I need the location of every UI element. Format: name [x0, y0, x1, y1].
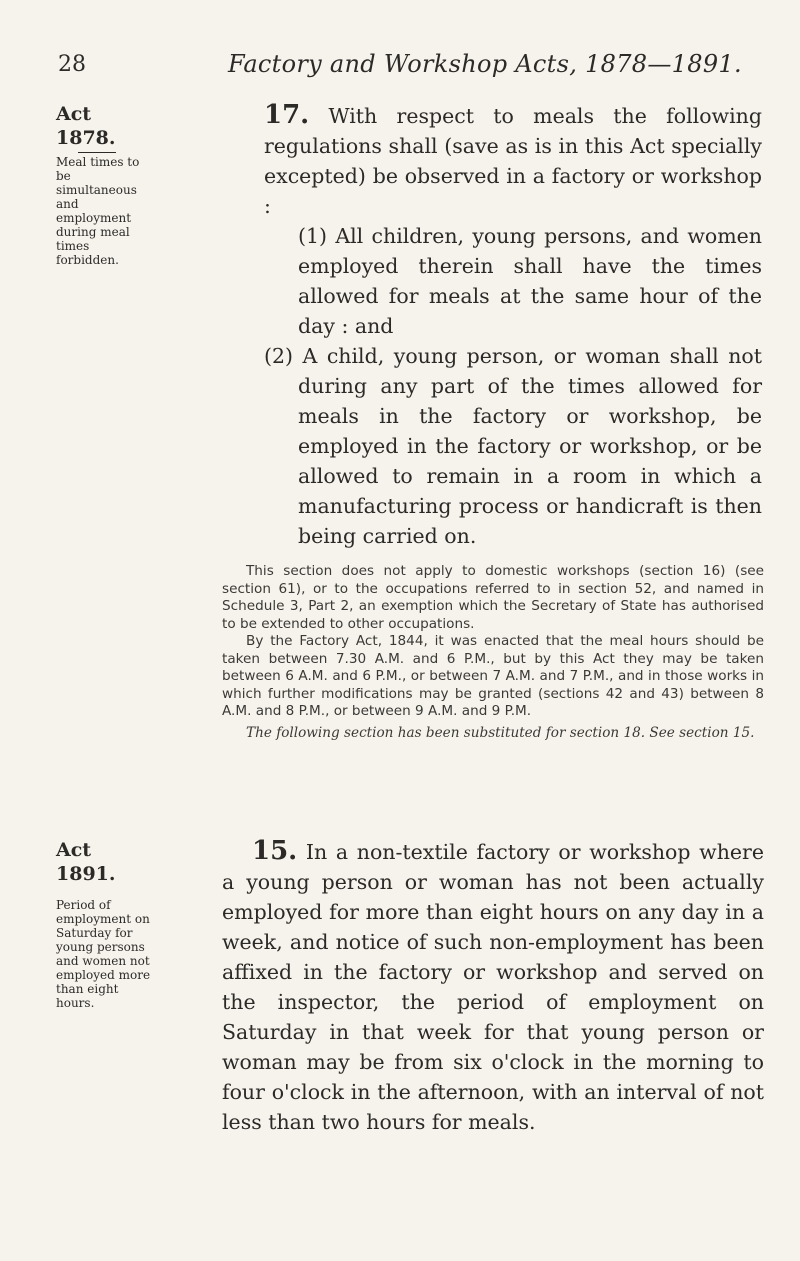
section-17: [264, 100, 762, 551]
section-15-number: 15.: [252, 836, 298, 866]
section-17-clause-2: (2) A child, young person, or woman shall not during any part of the times allowed for meals in the factory or workshop, be employed in the factory or workshop, or be allowed to remain in a room in which a manufacturing process or handicraft is then being carried on.: [264, 344, 762, 548]
section-17-notes: [222, 563, 764, 742]
act-label-rule: [78, 152, 116, 153]
note-meal-hours-history: By the Factory Act, 1844, it was enacted that the meal hours should be taken between 7.30 A.M. and 6 P.M., but by this Act they may be taken between 6 A.M. and 6 P.M., or between 7 A.M. and 7 P.M., and in those works in which further modifications may be granted (sections 42 and 43) between 8 A.M. and 8 P.M., or between 9 A.M. and 9 P.M.: [222, 633, 764, 719]
note-domestic-workshops: This section does not apply to domestic workshops (section 16) (see section 61), or to the occupations referred to in section 52, and named in Schedule 3, Part 2, an exemption which the Secretary of State has authorised to be extended to other occupations.: [222, 563, 764, 632]
sidenote-meal-times: Meal times to be simultaneous and employment during meal times forbidden.: [56, 155, 140, 267]
margin-section-17: [56, 102, 152, 267]
margin-section-15: [56, 838, 152, 1010]
section-17-intro-text: With respect to meals the following regulations shall (save as is in this Act specially excepted) be observed in a factory or workshop :: [264, 104, 762, 218]
section-17-number: 17.: [264, 100, 310, 130]
section-17-intro: [264, 100, 762, 221]
running-title: Factory and Workshop Acts, 1878—1891.: [228, 50, 742, 78]
note-substitution: The following section has been substituted for section 18. See section 15.: [246, 724, 755, 741]
page-number: 28: [58, 52, 86, 77]
section-15: [222, 836, 764, 1137]
sidenote-saturday-employment: Period of employment on Saturday for young persons and women not employed more than eight hours.: [56, 898, 151, 1010]
act-label-1891: Act 1891.: [56, 839, 116, 885]
act-label-1878: Act 1878.: [56, 103, 116, 149]
section-17-clause-1: (1) All children, young persons, and women employed therein shall have the times allowed for meals at the same hour of the day : and: [298, 224, 762, 338]
section-15-text: In a non-textile factory or workshop where a young person or woman has not been actually employed for more than eight hours on any day in a week, and notice of such non-employment has been affixed in the factory or workshop and served on the inspector, the period of employment on Saturday in that week for that young person or woman may be from six o'clock in the morning to four o'clock in the afternoon, with an interval of not less than two hours for meals.: [222, 840, 764, 1134]
